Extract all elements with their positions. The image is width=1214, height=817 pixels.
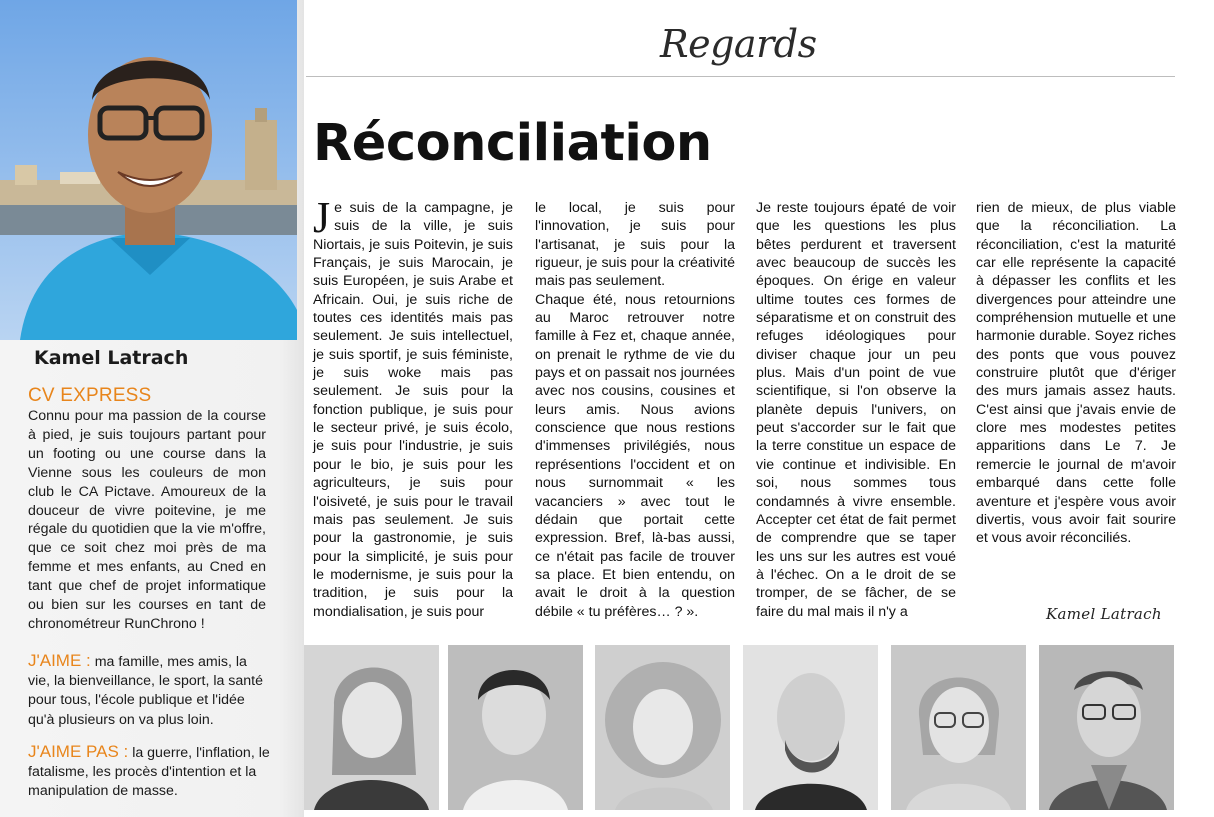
dislikes-block [28,742,278,802]
header-divider [306,76,1175,77]
article-headline: Réconciliation [313,114,712,173]
portrait-bald-man [743,645,878,810]
column-4-text: rien de mieux, de plus viable que la réconciliation. La réconciliation, c'est la maturité car elle représente la capacité à dépasser les conflits et les divergences pour atteindre une compréhension mutuelle et une harmonie durable. Soyez riches des ponts que vous pouvez construire plutôt que d'ériger des murs jamais assez hauts. C'est ainsi que j'avais envie de clore mes modestes petites apparitions dans Le 7. Je remercie le journal de m'avoir embarqué dans cette folle aventure et j'espère vous avoir divertis, vous avoir fait sourire et vous avoir réconciliés. [976,200,1176,547]
portrait-young-man [448,645,583,810]
section-title: Regards [660,22,817,66]
author-sidebar [0,0,304,817]
article-column-1 [313,193,513,621]
portrait-woman-curly-hair [595,645,730,810]
drop-cap: J [313,193,331,242]
likes-label: J'AIME : [28,651,91,670]
column-1-text: e suis de la campagne, je suis de la ville, je suis Niortais, je suis Poitevin, je suis Français, je suis Marocain, je suis Européen, je suis Arabe et Africain. Oui, je suis riche de toutes ces identités mais pas seulement. Je suis intellectuel, je suis sportif, je suis féministe, je suis woke mais pas seulement. Je suis pour la fonction publique, je suis pour le secteur privé, je suis écolo, je suis pour l'industrie, je suis pour le bio, je suis pour les agriculteurs, je suis pour l'oisiveté, je suis pour le travail mais pas seulement. Je suis pour la gastronomie, je suis pour la simplicité, je suis pour le modernisme, je suis pour la tradition, je suis pour la mondialisation, je suis pour [313,200,513,620]
dislikes-label: J'AIME PAS : [28,742,129,761]
author-photo [0,0,297,340]
article-column-3 [756,199,956,621]
author-name: Kamel Latrach [34,347,189,369]
portrait-man-glasses [1039,645,1174,810]
column-3-text: Je reste toujours épaté de voir que les questions les plus bêtes perdurent et traversent avec beaucoup de succès les époques. On érige en valeur ultime toutes ces formes de séparatisme et on construit des refuges idéologiques pour diviser chaque jour un peu plus. Mais d'un point de vue scientifique, si l'on observe la planète depuis l'univers, on peut s'accorder sur le fait que la terre constitue un espace de vie continue et indivisible. En soi, nous sommes tous condamnés à vivre ensemble. Accepter cet état de fait permet de comprendre que se taper les uns sur les autres est voué à l'échec. On a le droit de se tromper, de se fâcher, de se faire du mal mais il n'y a [756,200,956,620]
portrait-woman-glasses [891,645,1026,810]
dislikes-text: la guerre, l'inflation, le fatalisme, les procès d'intention et la manipulation de masse. [28,745,270,800]
likes-text: ma famille, mes amis, la vie, la bienveillance, le sport, la santé pour tous, l'école publique et l'idée qu'à plusieurs on va plus loin. [28,654,264,728]
author-signature: Kamel Latrach [1046,605,1162,623]
likes-block [28,651,268,730]
portrait-strip [304,645,1176,810]
article-column-4 [976,199,1176,548]
cv-express-text: Connu pour ma passion de la course à pied, je suis toujours partant pour un footing ou une course dans la Vienne sous les couleurs de mon club le CA Pictave. Amoureux de la douceur de vivre poitevine, je me régale du quotidien que la vie m'offre, que ce soit chez moi près de ma femme et mes enfants, au Cned en tant que chef de projet informatique ou bien sur les courses en tant de chronométreur RunChrono ! [28,408,266,632]
portrait-woman-straight-hair [304,645,439,810]
column-2-text-a: le local, je suis pour l'innovation, je suis pour l'artisanat, je suis pour la rigueur, je suis pour la créativité mais pas seulement. [535,200,735,290]
article-column-2 [535,199,735,621]
column-2-text-b: Chaque été, nous retournions au Maroc retrouver notre famille à Fez et, chaque année, on prenait le rythme de vie du pays et on passait nos journées avec nos cousins, cousines et leurs amis. Nous avions conscience que nous restions d'immenses privilégiés, nous représentions l'occident et on nous surnommait « les vacanciers » avec tout le dédain que portait cette expression. Bref, là-bas aussi, ce n'était pas facile de trouver sa place. Et bien entendu, on avait le droit à la question débile « tu préfères… ? ». [535,291,735,620]
cv-express-title: CV EXPRESS [28,385,152,406]
